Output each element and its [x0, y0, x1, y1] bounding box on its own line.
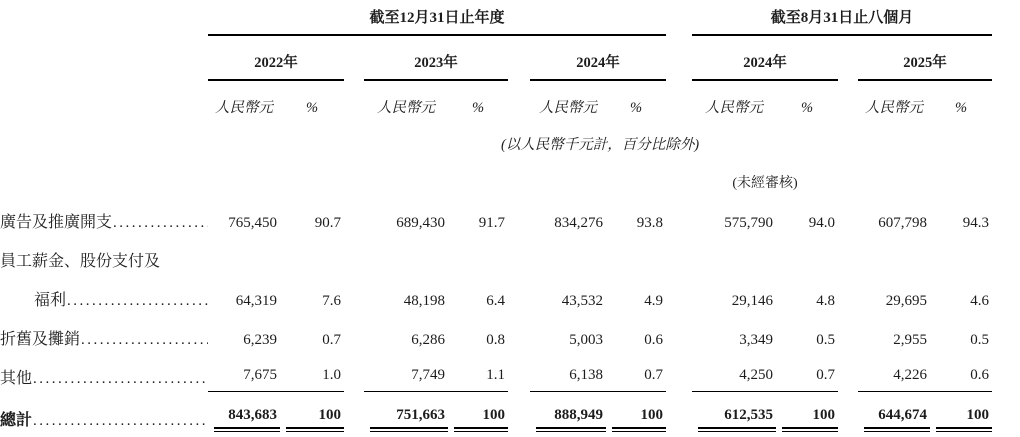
year-header-2024: 2024年: [530, 35, 666, 80]
value-cell: 1.0: [280, 352, 344, 391]
expense-row-staff-costs-line1: [0, 235, 992, 274]
total-value-cell: 100: [606, 391, 666, 433]
unit-currency-label: 人民幣元: [539, 100, 597, 116]
unit-percent-label: %: [954, 100, 968, 116]
value-cell: 64,319: [235, 293, 277, 309]
period-group-header-row: [0, 6, 992, 35]
dot-leader: [80, 332, 208, 349]
value-cell: 575,790: [724, 215, 774, 231]
value-cell: 6,239: [243, 332, 277, 348]
value-cell: 0.5: [816, 332, 836, 348]
corner-cell: [0, 6, 208, 35]
value-cell: 29,695: [885, 293, 928, 309]
unit-currency-label: 人民幣元: [377, 100, 435, 116]
year-header-2025-interim: 2025年: [858, 35, 992, 80]
value-cell: 0.6: [930, 352, 992, 391]
dot-leader: [112, 215, 208, 232]
expense-row-advertising-promotion: [0, 196, 992, 235]
value-cell: 2,955: [893, 332, 928, 348]
value-cell: 91.7: [478, 215, 505, 231]
year-header-2023: 2023年: [364, 35, 508, 80]
row-label: 員工薪金、股份支付及: [0, 253, 161, 270]
value-cell: 90.7: [314, 215, 341, 231]
unit-currency-label: 人民幣元: [215, 100, 273, 116]
expense-row-depreciation-amortisation: [0, 313, 992, 352]
value-cell: 765,450: [228, 215, 277, 231]
value-cell: 689,430: [396, 215, 445, 231]
operating-expense-table: [0, 6, 992, 433]
value-cell: 7.6: [322, 293, 341, 309]
unit-percent-label: %: [471, 100, 485, 116]
basis-note-row: [0, 119, 992, 156]
value-cell: 1.1: [448, 352, 508, 391]
total-value-cell: 751,663: [364, 391, 448, 433]
value-cell: 0.6: [644, 332, 664, 348]
total-value-cell: 843,683: [208, 391, 280, 433]
group-gap: [666, 6, 692, 35]
value-cell: 6.4: [486, 293, 505, 309]
row-label: 福利 .....: [34, 287, 208, 310]
unit-percent-label: %: [800, 100, 814, 116]
year-header-row: [0, 35, 992, 80]
value-cell: 0.7: [322, 332, 341, 348]
value-cell: 7,749: [364, 352, 448, 391]
dot-leader: [32, 371, 208, 388]
total-value-cell: 100: [448, 391, 508, 433]
row-label: 廣告及推廣開支 .....: [0, 209, 208, 232]
value-cell: 6,138: [530, 352, 606, 391]
total-row-label: 總計 .....: [0, 407, 208, 430]
period-group-interim: 截至8月31日止八個月: [692, 6, 992, 35]
value-cell: 5,003: [569, 332, 603, 348]
unit-currency-label: 人民幣元: [865, 100, 924, 116]
value-cell: 93.8: [636, 215, 664, 231]
total-value-cell: 888,949: [530, 391, 606, 433]
dot-leader: [32, 413, 208, 430]
unaudited-note-row: [0, 156, 992, 196]
total-value-cell: 612,535: [692, 391, 776, 433]
year-header-2022: 2022年: [208, 35, 344, 80]
total-value-cell: 100: [280, 391, 344, 433]
value-cell: 834,276: [554, 215, 603, 231]
value-cell: 43,532: [561, 293, 603, 309]
value-cell: 7,675: [208, 352, 280, 391]
value-cell: 0.5: [970, 332, 990, 348]
row-label: 折舊及攤銷 .....: [0, 326, 208, 349]
total-value-cell: 100: [930, 391, 992, 433]
row-label: 其他 .....: [0, 365, 208, 388]
value-cell: 29,146: [731, 293, 774, 309]
value-cell: 4,226: [858, 352, 930, 391]
value-cell: 3,349: [739, 332, 774, 348]
year-header-2024-interim: 2024年: [692, 35, 838, 80]
expense-row-others: [0, 352, 992, 391]
value-cell: 4,250: [692, 352, 776, 391]
unit-percent-label: %: [305, 100, 319, 116]
basis-note: (以人民幣千元計，百分比除外): [500, 137, 700, 153]
unaudited-note: (未經審核): [732, 176, 798, 191]
expense-row-staff-costs-welfare: [0, 274, 992, 313]
value-cell: 4.6: [970, 293, 990, 309]
value-cell: 0.7: [606, 352, 666, 391]
value-cell: 4.9: [644, 293, 664, 309]
total-value-cell: 644,674: [858, 391, 930, 433]
unit-currency-label: 人民幣元: [705, 100, 764, 116]
value-cell: 48,198: [403, 293, 445, 309]
unit-header-row: [0, 80, 992, 119]
unit-percent-label: %: [629, 100, 643, 116]
value-cell: 607,798: [878, 215, 928, 231]
value-cell: 0.8: [486, 332, 505, 348]
value-cell: 4.8: [816, 293, 836, 309]
value-cell: 6,286: [411, 332, 445, 348]
total-value-cell: 100: [776, 391, 838, 433]
value-cell: 0.7: [776, 352, 838, 391]
value-cell: 94.0: [808, 215, 836, 231]
period-group-annual: 截至12月31日止年度: [208, 6, 666, 35]
value-cell: 94.3: [962, 215, 990, 231]
dot-leader: [66, 293, 208, 310]
total-row: [0, 391, 992, 433]
